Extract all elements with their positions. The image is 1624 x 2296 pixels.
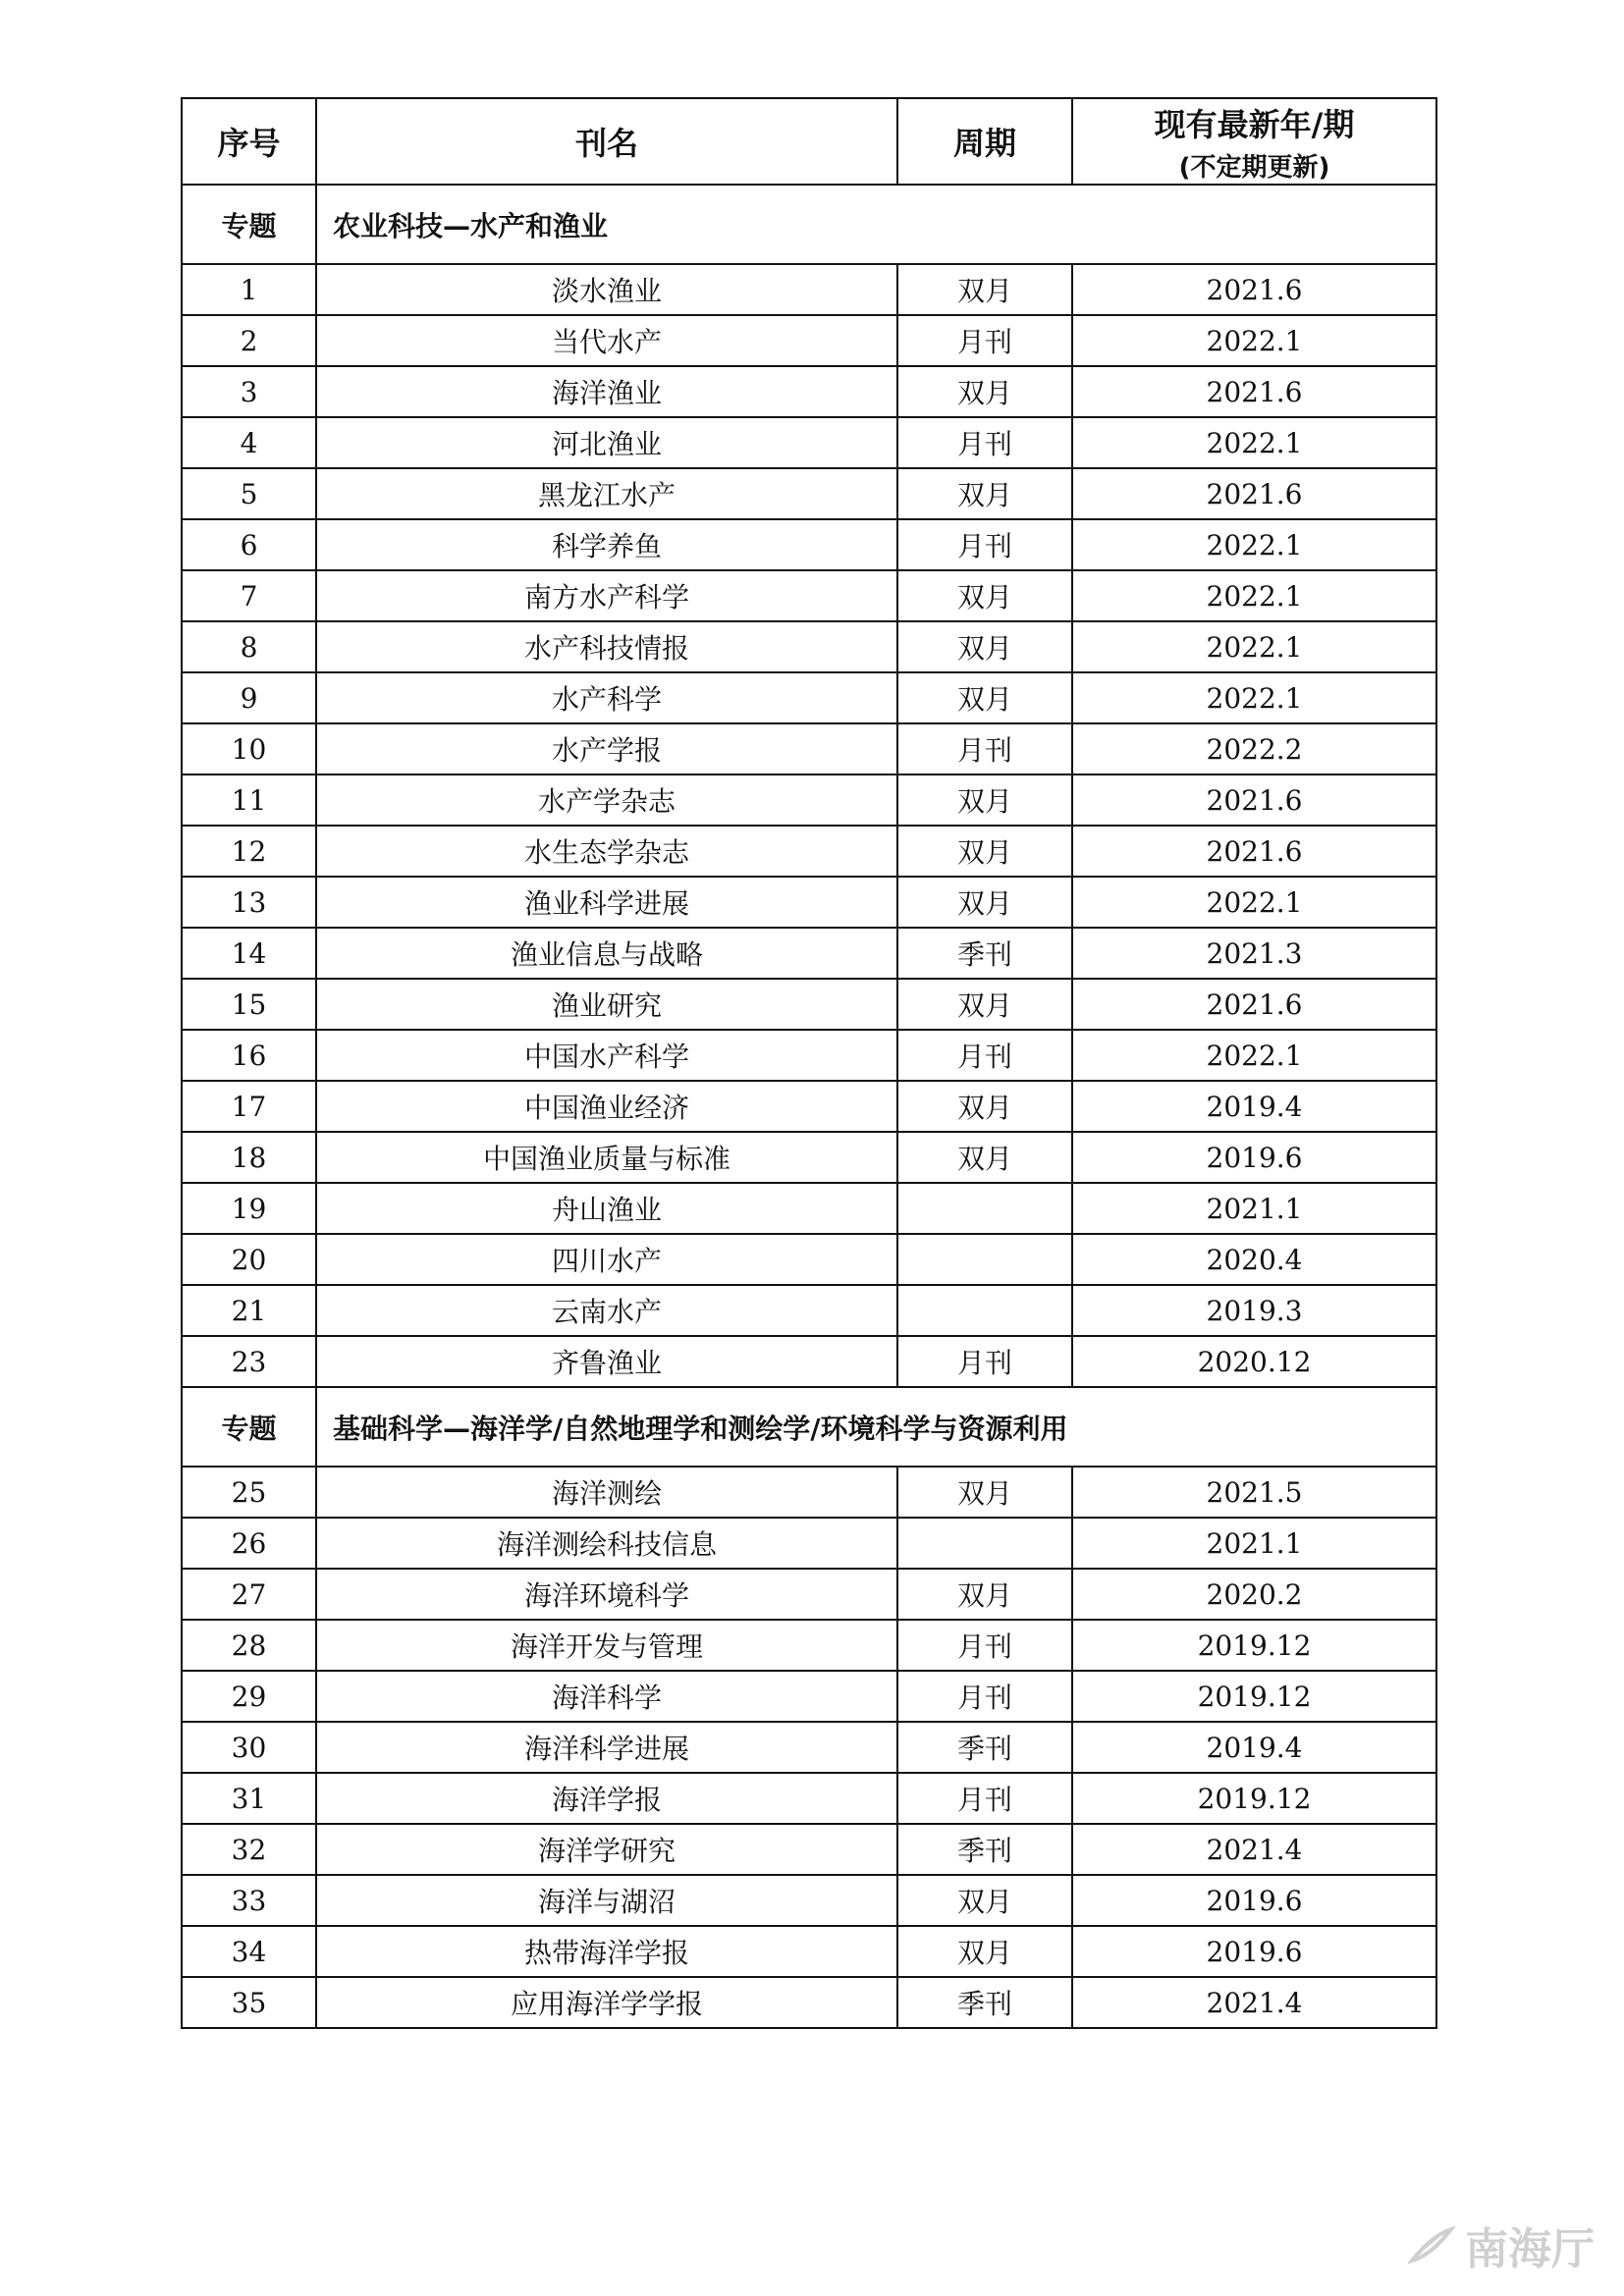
publish-cycle: 双月 <box>897 264 1072 315</box>
latest-issue: 2019.4 <box>1072 1722 1436 1773</box>
table-row <box>182 1081 1436 1132</box>
journal-name: 海洋学报 <box>316 1773 897 1824</box>
journal-name: 水产科学 <box>316 672 897 723</box>
row-index: 27 <box>182 1569 316 1620</box>
header-index: 序号 <box>182 98 316 185</box>
latest-issue: 2022.1 <box>1072 672 1436 723</box>
row-index: 25 <box>182 1467 316 1518</box>
header-latest <box>1072 98 1436 185</box>
publish-cycle <box>897 1183 1072 1234</box>
row-index: 11 <box>182 774 316 826</box>
table-row <box>182 1518 1436 1569</box>
journal-name: 中国渔业质量与标准 <box>316 1132 897 1183</box>
table-row <box>182 1234 1436 1285</box>
header-row <box>182 98 1436 185</box>
latest-issue: 2019.6 <box>1072 1875 1436 1926</box>
table-row <box>182 1467 1436 1518</box>
publish-cycle: 月刊 <box>897 1671 1072 1722</box>
table-row <box>182 1926 1436 1977</box>
table-row <box>182 417 1436 468</box>
table-row <box>182 1671 1436 1722</box>
row-index: 4 <box>182 417 316 468</box>
journal-name: 云南水产 <box>316 1285 897 1336</box>
row-index: 28 <box>182 1620 316 1671</box>
journal-name: 海洋科学进展 <box>316 1722 897 1773</box>
table-row <box>182 672 1436 723</box>
journal-name: 海洋科学 <box>316 1671 897 1722</box>
row-index: 14 <box>182 928 316 979</box>
journal-name: 热带海洋学报 <box>316 1926 897 1977</box>
section-row <box>182 185 1436 264</box>
latest-issue: 2022.1 <box>1072 417 1436 468</box>
table-row <box>182 877 1436 928</box>
publish-cycle <box>897 1285 1072 1336</box>
table-row <box>182 723 1436 774</box>
row-index: 19 <box>182 1183 316 1234</box>
journal-name: 水产科技情报 <box>316 621 897 672</box>
header-latest-main: 现有最新年/期 <box>1154 105 1355 143</box>
table-row <box>182 1977 1436 2028</box>
watermark <box>1408 2214 1595 2276</box>
row-index: 13 <box>182 877 316 928</box>
header-latest-sub: (不定期更新) <box>1178 152 1330 183</box>
latest-issue: 2021.3 <box>1072 928 1436 979</box>
journal-name: 渔业信息与战略 <box>316 928 897 979</box>
journal-name: 中国渔业经济 <box>316 1081 897 1132</box>
latest-issue: 2019.12 <box>1072 1773 1436 1824</box>
section-label: 专题 <box>182 185 316 264</box>
publish-cycle: 双月 <box>897 366 1072 417</box>
latest-issue: 2021.6 <box>1072 979 1436 1030</box>
table-row <box>182 979 1436 1030</box>
publish-cycle: 双月 <box>897 570 1072 621</box>
header-name: 刊名 <box>316 98 897 185</box>
latest-issue: 2019.6 <box>1072 1132 1436 1183</box>
journal-name: 海洋环境科学 <box>316 1569 897 1620</box>
row-index: 31 <box>182 1773 316 1824</box>
table-row <box>182 570 1436 621</box>
publish-cycle: 双月 <box>897 1569 1072 1620</box>
journal-name: 水产学杂志 <box>316 774 897 826</box>
row-index: 26 <box>182 1518 316 1569</box>
journal-name: 海洋与湖沼 <box>316 1875 897 1926</box>
publish-cycle: 双月 <box>897 979 1072 1030</box>
journal-name: 齐鲁渔业 <box>316 1336 897 1387</box>
publish-cycle: 季刊 <box>897 928 1072 979</box>
table-row <box>182 774 1436 826</box>
journal-name: 水产学报 <box>316 723 897 774</box>
table-row <box>182 1132 1436 1183</box>
journal-name: 黑龙江水产 <box>316 468 897 519</box>
table-row <box>182 1722 1436 1773</box>
table-row <box>182 928 1436 979</box>
latest-issue: 2021.4 <box>1072 1824 1436 1875</box>
publish-cycle: 月刊 <box>897 723 1072 774</box>
table-row <box>182 1773 1436 1824</box>
latest-issue: 2019.12 <box>1072 1671 1436 1722</box>
latest-issue: 2019.12 <box>1072 1620 1436 1671</box>
latest-issue: 2020.12 <box>1072 1336 1436 1387</box>
row-index: 18 <box>182 1132 316 1183</box>
latest-issue: 2019.4 <box>1072 1081 1436 1132</box>
table-row <box>182 519 1436 570</box>
table-row <box>182 1285 1436 1336</box>
journal-name: 当代水产 <box>316 315 897 366</box>
publish-cycle: 季刊 <box>897 1824 1072 1875</box>
latest-issue: 2021.1 <box>1072 1183 1436 1234</box>
latest-issue: 2022.1 <box>1072 877 1436 928</box>
journal-name: 南方水产科学 <box>316 570 897 621</box>
publish-cycle: 月刊 <box>897 1620 1072 1671</box>
watermark-text: 南海厅 <box>1465 2224 1595 2274</box>
section-row <box>182 1387 1436 1467</box>
journal-name: 海洋开发与管理 <box>316 1620 897 1671</box>
latest-issue: 2021.6 <box>1072 826 1436 877</box>
row-index: 6 <box>182 519 316 570</box>
table-row <box>182 1030 1436 1081</box>
journal-name: 中国水产科学 <box>316 1030 897 1081</box>
table-row <box>182 1875 1436 1926</box>
row-index: 2 <box>182 315 316 366</box>
table-row <box>182 1824 1436 1875</box>
table-row <box>182 1336 1436 1387</box>
row-index: 12 <box>182 826 316 877</box>
publish-cycle: 双月 <box>897 1132 1072 1183</box>
publish-cycle: 月刊 <box>897 315 1072 366</box>
publish-cycle <box>897 1518 1072 1569</box>
table-row <box>182 1620 1436 1671</box>
journal-name: 海洋测绘 <box>316 1467 897 1518</box>
row-index: 17 <box>182 1081 316 1132</box>
row-index: 16 <box>182 1030 316 1081</box>
publish-cycle: 月刊 <box>897 1773 1072 1824</box>
latest-issue: 2021.6 <box>1072 774 1436 826</box>
journal-name: 河北渔业 <box>316 417 897 468</box>
latest-issue: 2021.1 <box>1072 1518 1436 1569</box>
row-index: 21 <box>182 1285 316 1336</box>
publish-cycle: 双月 <box>897 1926 1072 1977</box>
row-index: 20 <box>182 1234 316 1285</box>
latest-issue: 2021.6 <box>1072 366 1436 417</box>
table-row <box>182 315 1436 366</box>
table-row <box>182 826 1436 877</box>
publish-cycle: 季刊 <box>897 1977 1072 2028</box>
publish-cycle: 双月 <box>897 826 1072 877</box>
row-index: 8 <box>182 621 316 672</box>
section-title: 农业科技—水产和渔业 <box>316 185 1436 264</box>
table-row <box>182 366 1436 417</box>
journal-name: 淡水渔业 <box>316 264 897 315</box>
publish-cycle: 月刊 <box>897 417 1072 468</box>
table-row <box>182 1569 1436 1620</box>
journal-name: 海洋渔业 <box>316 366 897 417</box>
row-index: 1 <box>182 264 316 315</box>
feather-pen-icon <box>1408 2225 1455 2265</box>
publish-cycle: 月刊 <box>897 1030 1072 1081</box>
row-index: 7 <box>182 570 316 621</box>
publish-cycle: 双月 <box>897 1081 1072 1132</box>
latest-issue: 2021.5 <box>1072 1467 1436 1518</box>
publish-cycle <box>897 1234 1072 1285</box>
publish-cycle: 双月 <box>897 672 1072 723</box>
journal-name: 舟山渔业 <box>316 1183 897 1234</box>
row-index: 32 <box>182 1824 316 1875</box>
section-title: 基础科学—海洋学/自然地理学和测绘学/环境科学与资源利用 <box>316 1387 1436 1467</box>
row-index: 30 <box>182 1722 316 1773</box>
row-index: 23 <box>182 1336 316 1387</box>
row-index: 34 <box>182 1926 316 1977</box>
journal-name: 海洋测绘科技信息 <box>316 1518 897 1569</box>
latest-issue: 2021.6 <box>1072 468 1436 519</box>
publish-cycle: 季刊 <box>897 1722 1072 1773</box>
publish-cycle: 月刊 <box>897 1336 1072 1387</box>
row-index: 15 <box>182 979 316 1030</box>
publish-cycle: 双月 <box>897 1467 1072 1518</box>
row-index: 5 <box>182 468 316 519</box>
latest-issue: 2022.1 <box>1072 1030 1436 1081</box>
latest-issue: 2020.4 <box>1072 1234 1436 1285</box>
journal-name: 科学养鱼 <box>316 519 897 570</box>
section-label: 专题 <box>182 1387 316 1467</box>
journal-name: 渔业研究 <box>316 979 897 1030</box>
latest-issue: 2022.1 <box>1072 570 1436 621</box>
journal-name: 渔业科学进展 <box>316 877 897 928</box>
table-body <box>182 185 1436 2028</box>
table-row <box>182 621 1436 672</box>
publish-cycle: 双月 <box>897 877 1072 928</box>
latest-issue: 2022.1 <box>1072 519 1436 570</box>
journal-name: 海洋学研究 <box>316 1824 897 1875</box>
journal-name: 四川水产 <box>316 1234 897 1285</box>
journal-table <box>181 97 1437 2029</box>
latest-issue: 2020.2 <box>1072 1569 1436 1620</box>
header-cycle: 周期 <box>897 98 1072 185</box>
row-index: 3 <box>182 366 316 417</box>
latest-issue: 2019.3 <box>1072 1285 1436 1336</box>
row-index: 35 <box>182 1977 316 2028</box>
latest-issue: 2021.4 <box>1072 1977 1436 2028</box>
row-index: 10 <box>182 723 316 774</box>
latest-issue: 2022.1 <box>1072 315 1436 366</box>
table-row <box>182 1183 1436 1234</box>
publish-cycle: 双月 <box>897 468 1072 519</box>
publish-cycle: 双月 <box>897 621 1072 672</box>
publish-cycle: 双月 <box>897 774 1072 826</box>
publish-cycle: 双月 <box>897 1875 1072 1926</box>
table-row <box>182 468 1436 519</box>
latest-issue: 2019.6 <box>1072 1926 1436 1977</box>
row-index: 9 <box>182 672 316 723</box>
row-index: 29 <box>182 1671 316 1722</box>
table-row <box>182 264 1436 315</box>
latest-issue: 2021.6 <box>1072 264 1436 315</box>
latest-issue: 2022.1 <box>1072 621 1436 672</box>
row-index: 33 <box>182 1875 316 1926</box>
journal-name: 水生态学杂志 <box>316 826 897 877</box>
journal-name: 应用海洋学学报 <box>316 1977 897 2028</box>
publish-cycle: 月刊 <box>897 519 1072 570</box>
latest-issue: 2022.2 <box>1072 723 1436 774</box>
